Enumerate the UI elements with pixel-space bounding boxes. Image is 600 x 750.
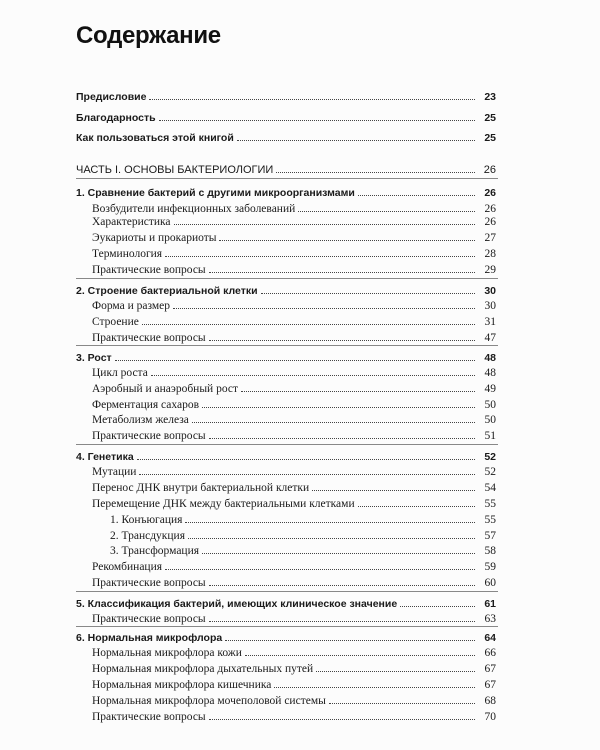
toc-subentry [92, 214, 496, 230]
entry-text: Практические вопросы [92, 577, 206, 589]
toc-subentry [92, 645, 496, 661]
page-title: Содержание [76, 22, 221, 49]
entry-page: 57 [484, 530, 496, 542]
entry-text: Метаболизм железа [92, 414, 189, 426]
leader-dots [219, 240, 475, 241]
section-divider [76, 591, 498, 592]
entry-page: 47 [484, 332, 496, 344]
leader-dots [237, 140, 475, 141]
leader-dots [137, 459, 475, 460]
section-divider [76, 178, 498, 179]
entry-text: 2. Трансдукция [110, 530, 185, 542]
leader-dots [274, 687, 475, 688]
entry-page: 55 [484, 514, 496, 526]
toc-chapter [76, 185, 496, 201]
entry-text: Практические вопросы [92, 332, 206, 344]
leader-dots [276, 172, 475, 173]
section-divider [76, 444, 498, 445]
leader-dots [188, 538, 475, 539]
leader-dots [209, 719, 475, 720]
leader-dots [142, 324, 475, 325]
leader-dots [400, 606, 475, 607]
toc-subsubentry [110, 512, 496, 528]
leader-dots [298, 211, 475, 212]
toc-subentry [92, 412, 496, 428]
toc-subentry [92, 397, 496, 413]
leader-dots [225, 640, 475, 641]
leader-dots [115, 360, 475, 361]
entry-text: Предисловие [76, 91, 147, 103]
leader-dots [209, 340, 475, 341]
toc-chapter [76, 350, 496, 366]
leader-dots [358, 195, 475, 196]
entry-page: 29 [484, 264, 496, 276]
leader-dots [245, 655, 475, 656]
entry-page: 67 [484, 679, 496, 691]
toc-chapter [76, 630, 496, 646]
entry-text: Строение [92, 316, 139, 328]
toc-entry-preface [76, 89, 496, 105]
leader-dots [209, 585, 475, 586]
entry-page: 60 [484, 577, 496, 589]
entry-page: 55 [484, 498, 496, 510]
entry-page: 26 [483, 164, 496, 176]
toc-subentry [92, 298, 496, 314]
entry-page: 67 [484, 663, 496, 675]
toc-subentry [92, 381, 496, 397]
toc-subentry [92, 330, 496, 346]
entry-text: Ферментация сахаров [92, 399, 200, 411]
toc-subentry [92, 262, 496, 278]
leader-dots [312, 490, 475, 491]
entry-page: 58 [484, 545, 496, 557]
toc-subentry [92, 428, 496, 444]
toc-subentry [92, 365, 496, 381]
toc-subsubentry [110, 543, 496, 559]
toc-subentry [92, 693, 496, 709]
entry-page: 52 [484, 466, 496, 478]
toc-subentry [92, 246, 496, 262]
toc-subentry [92, 677, 496, 693]
entry-text: Форма и размер [92, 300, 170, 312]
entry-page: 50 [484, 399, 496, 411]
section-divider [76, 345, 498, 346]
toc-part-heading [76, 162, 496, 178]
entry-page: 64 [484, 632, 496, 644]
entry-text: ЧАСТЬ I. ОСНОВЫ БАКТЕРИОЛОГИИ [76, 164, 274, 176]
entry-page: 50 [484, 414, 496, 426]
leader-dots [185, 522, 475, 523]
toc-subentry [92, 611, 496, 627]
entry-page: 31 [484, 316, 496, 328]
entry-text: Нормальная микрофлора мочеполовой системы [92, 695, 326, 707]
entry-text: Перенос ДНК внутри бактериальной клетки [92, 482, 310, 494]
leader-dots [139, 474, 475, 475]
entry-page: 26 [484, 216, 496, 228]
leader-dots [173, 308, 475, 309]
entry-page: 52 [484, 451, 496, 463]
entry-text: Рекомбинация [92, 561, 163, 573]
entry-page: 63 [484, 613, 496, 625]
entry-page: 30 [484, 285, 496, 297]
entry-page: 25 [484, 112, 496, 124]
entry-text: 4. Генетика [76, 451, 134, 463]
toc-subentry [92, 575, 496, 591]
entry-text: 1. Конъюгация [110, 514, 183, 526]
entry-text: 6. Нормальная микрофлора [76, 632, 223, 644]
toc-subentry [92, 480, 496, 496]
toc-subsubentry [110, 528, 496, 544]
entry-page: 54 [484, 482, 496, 494]
entry-page: 70 [484, 711, 496, 723]
leader-dots [165, 256, 475, 257]
toc-chapter [76, 283, 496, 299]
leader-dots [174, 224, 475, 225]
entry-text: 3. Рост [76, 352, 112, 364]
section-divider [76, 278, 498, 279]
entry-text: 2. Строение бактериальной клетки [76, 285, 258, 297]
entry-text: Благодарность [76, 112, 156, 124]
leader-dots [165, 569, 475, 570]
toc-entry-how-to-use [76, 130, 496, 146]
leader-dots [316, 671, 475, 672]
toc-chapter [76, 449, 496, 465]
leader-dots [149, 99, 475, 100]
entry-text: Характеристика [92, 216, 171, 228]
leader-dots [358, 506, 475, 507]
leader-dots [209, 438, 475, 439]
entry-text: Нормальная микрофлора кожи [92, 647, 242, 659]
entry-text: Терминология [92, 248, 163, 260]
entry-text: Практические вопросы [92, 264, 206, 276]
toc-subentry [92, 709, 496, 725]
entry-page: 66 [484, 647, 496, 659]
entry-text: Нормальная микрофлора дыхательных путей [92, 663, 314, 675]
leader-dots [202, 553, 475, 554]
entry-text: Практические вопросы [92, 613, 206, 625]
entry-page: 23 [484, 91, 496, 103]
entry-page: 27 [484, 232, 496, 244]
entry-text: 3. Трансформация [110, 545, 200, 557]
entry-text: Перемещение ДНК между бактериальными клетками [92, 498, 355, 510]
entry-page: 28 [484, 248, 496, 260]
entry-page: 49 [484, 383, 496, 395]
entry-text: Практические вопросы [92, 430, 206, 442]
entry-text: Эукариоты и прокариоты [92, 232, 217, 244]
entry-page: 26 [484, 187, 496, 199]
toc-subentry [92, 496, 496, 512]
entry-page: 25 [484, 132, 496, 144]
entry-text: 5. Классификация бактерий, имеющих клиническое значение [76, 598, 398, 610]
entry-page: 59 [484, 561, 496, 573]
entry-text: Аэробный и анаэробный рост [92, 383, 239, 395]
entry-text: Цикл роста [92, 367, 148, 379]
toc-entry-acknowledgements [76, 110, 496, 126]
leader-dots [202, 407, 475, 408]
toc-subentry [92, 314, 496, 330]
leader-dots [261, 293, 475, 294]
entry-page: 48 [484, 367, 496, 379]
toc-chapter [76, 596, 496, 612]
entry-text: Возбудители инфекционных заболеваний [92, 203, 296, 215]
entry-text: Нормальная микрофлора кишечника [92, 679, 272, 691]
leader-dots [159, 120, 475, 121]
leader-dots [209, 272, 475, 273]
leader-dots [192, 422, 475, 423]
entry-page: 51 [484, 430, 496, 442]
entry-text: Как пользоваться этой книгой [76, 132, 234, 144]
entry-page: 48 [484, 352, 496, 364]
leader-dots [209, 621, 475, 622]
toc-subentry [92, 230, 496, 246]
entry-page: 26 [484, 203, 496, 215]
leader-dots [329, 703, 475, 704]
entry-page: 30 [484, 300, 496, 312]
leader-dots [151, 375, 475, 376]
section-divider [76, 626, 498, 627]
entry-text: 1. Сравнение бактерий с другими микроорганизмами [76, 187, 355, 199]
toc-subentry [92, 464, 496, 480]
leader-dots [241, 391, 475, 392]
toc-subentry [92, 559, 496, 575]
entry-page: 61 [484, 598, 496, 610]
entry-text: Мутации [92, 466, 137, 478]
entry-text: Практические вопросы [92, 711, 206, 723]
toc-subentry [92, 661, 496, 677]
entry-page: 68 [484, 695, 496, 707]
